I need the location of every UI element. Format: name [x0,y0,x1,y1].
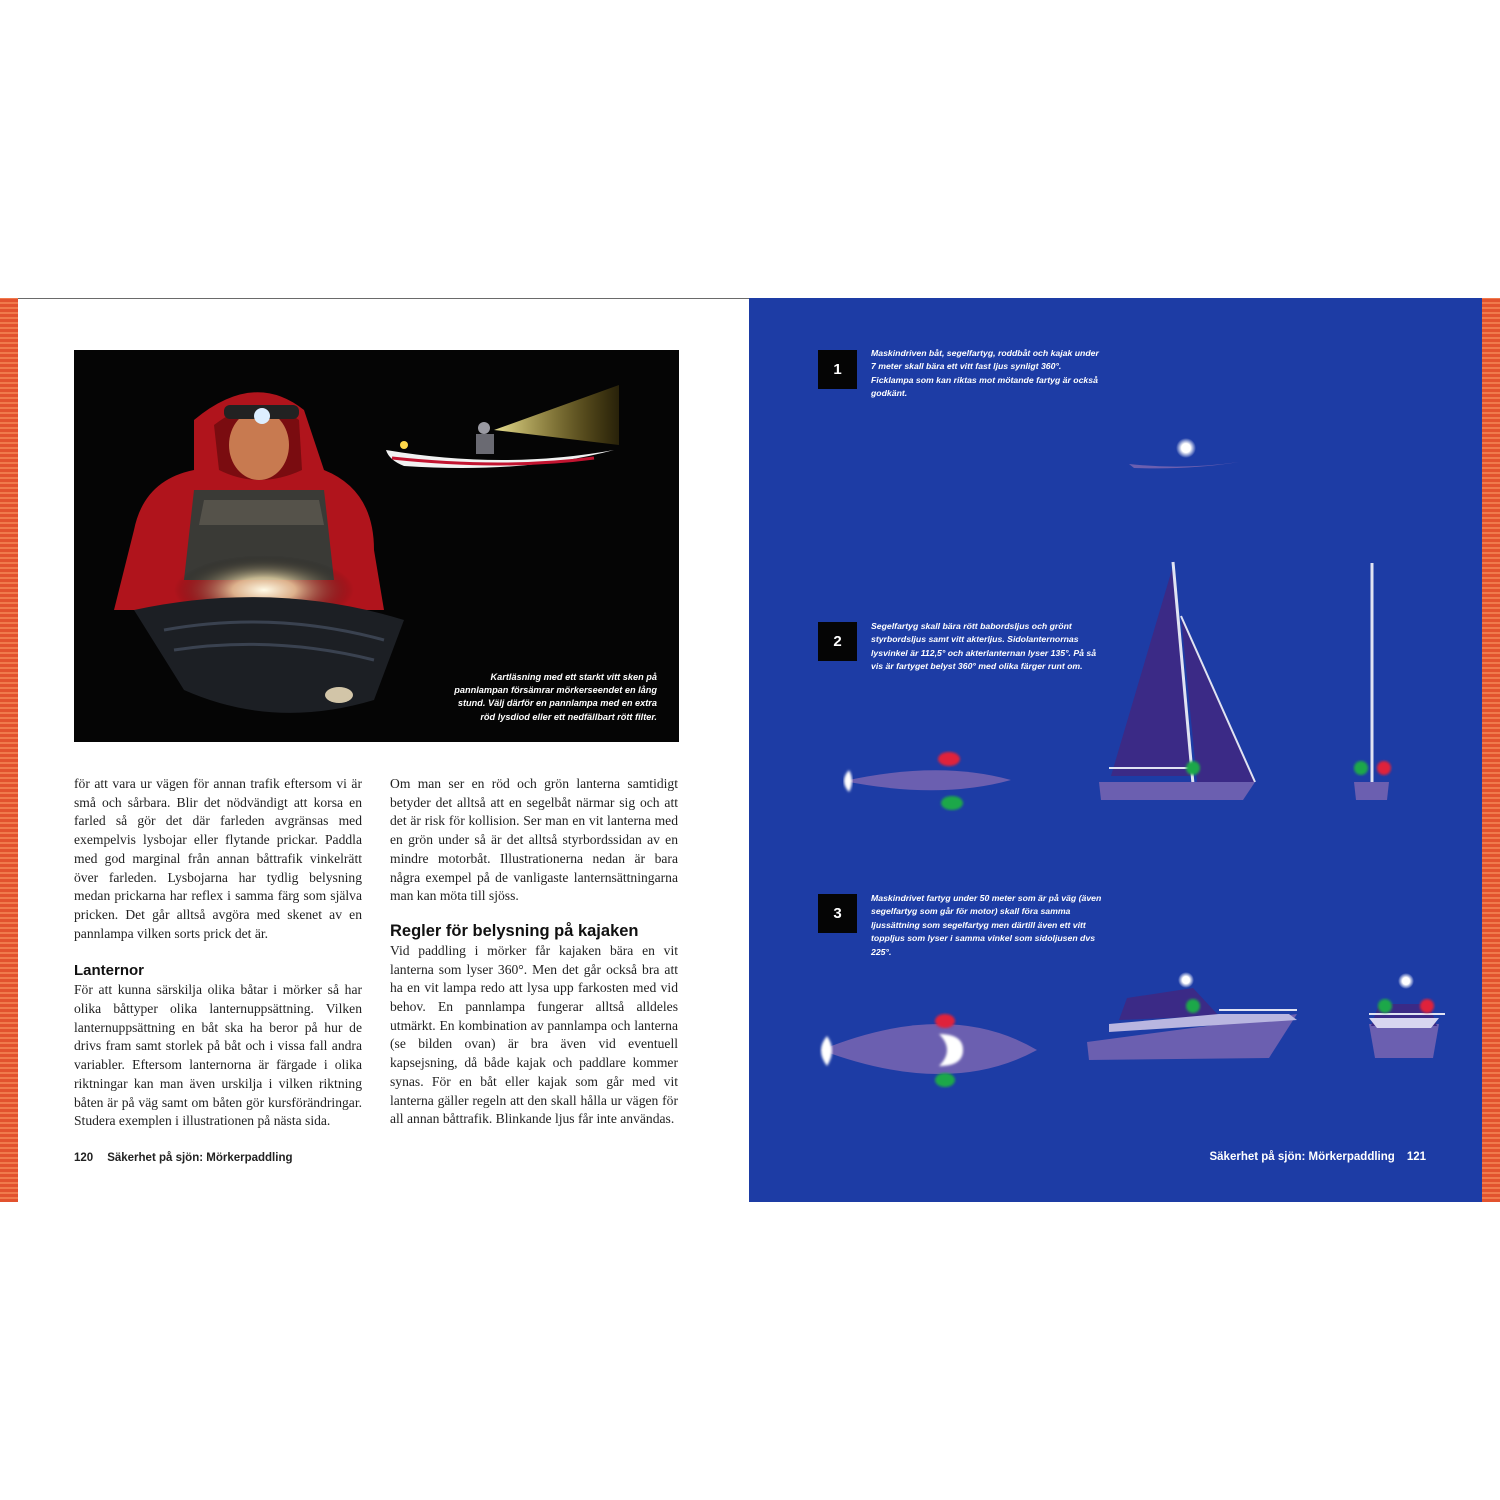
body-paragraph: Vid paddling i mörker får kajaken bära en vit lanterna som lyser 360°. Men det går också bra att ha en vit lampa redo att lysa upp farkosten med vid behov. En pannlampa fungerar alltså alldeles utmärkt. En kombination av pannlampa och lanterna (se bilden ovan) är bra även vid eventuell kapsejsning, då både kajak och paddlare kommer synas. För en båt eller kajak som går med vit lanterna gäller regeln att den skall hålla ur vägen för all annan båttrafik. Blinkande ljus får inte användas. [390,942,678,1127]
item-caption-3: Maskindrivet fartyg under 50 meter som är på väg (även segelfartyg som går för motor) skall föra samma ljussättning som segelfartyg men därtill även ett vitt toppljus som lyser i samma vinkel som sidoljusen dvs 225°. [871,893,1102,957]
left-footer [74,1152,293,1164]
sailboat-front-view [1354,563,1391,800]
page-number: 121 [1406,1151,1426,1163]
photo-caption: Kartläsning med ett starkt vitt sken på pannlampan försämrar mörkerseendet en lång stund. Välj därför en pannlampa med en extra röd lysdiod eller ett nedfällbart rött filter. [454,671,657,722]
kayak-white-light-figure [1129,438,1239,468]
body-paragraph: Om man ser en röd och grön lanterna samtidigt betyder det alltså att en segelbåt närmar sig och att det är risk för kollision. Ser man en vit lanterna med en grön under så är det alltså styrbordssidan av en mindre motorbåt. Illustrationerna nedan är bara några exempel på de vanligaste lanternsättningarna man kan möta till sjöss. [390,776,678,904]
motorboat-top-view [821,1014,1037,1087]
page-number: 120 [74,1152,94,1164]
section-heading-regler: Regler för belysning på kajaken [390,921,639,940]
sailboat-top-view [844,752,1011,810]
item-caption-2: Segelfartyg skall bära rött babordsljus och grönt styrbordsljus samt vitt akterljus. Sidolanternornas lysvinkel är 112,5° och akterlanternan lyser 135°. På så vis är fartyget belyst 360° med olika färger runt om. [871,621,1097,672]
item-number-1: 1 [818,350,857,389]
running-head: Säkerhet på sjön: Mörkerpaddling [107,1152,293,1164]
kayaker-night-photo [74,350,679,742]
item-number-3: 3 [818,894,857,933]
body-paragraph: för att vara ur vägen för annan trafik eftersom vi är små och sårbara. Blir det nödvändigt att korsa en farled så gör det där farleden avgränsas med exempelvis lysbojar eller flytande prickar. Paddla med god marginal från annan båttrafik vinkelrätt över farleden. Lysbojarna har tydlig belysning medan prickarna har reflex i samma färg som själva pricken. Det går alltså avgöra med skenet av en pannlampa vilken sorts prick det är. [74,776,362,941]
left-edge-stripe [0,298,18,1202]
text-column-2 [390,775,678,1129]
right-page [749,298,1482,1202]
running-head: Säkerhet på sjön: Mörkerpaddling [1209,1151,1395,1163]
lantern-illustrations [749,298,1482,1202]
text-column-1 [74,775,362,1131]
sailboat-side-view [1099,562,1255,800]
body-paragraph: För att kunna särskilja olika båtar i mörker så har olika båttyper olika lanternuppsättning. Vilken lanternuppsättning en båt ska ha beror på hur de drivs fram samt storlek på båt och i vissa fall andra variabler. Eftersom lanternorna är färgade i olika riktningar kan man även urskilja i vilken riktning båten är på väg samt om båten gör kursförändringar. Studera exemplen i illustrationen på nästa sida. [74,982,362,1129]
motorboat-side-view [1087,972,1297,1060]
left-page [18,298,749,1202]
item-number-2: 2 [818,622,857,661]
item-caption-1: Maskindriven båt, segelfartyg, roddbåt och kajak under 7 meter skall bära ett vitt fast ljus synligt 360°. Ficklampa som kan riktas mot mötande fartyg är också godkänt. [871,348,1099,399]
motorboat-front-view [1369,973,1445,1058]
right-edge-stripe [1482,298,1500,1202]
right-footer [1209,1151,1426,1163]
section-heading-lanternor: Lanternor [74,962,145,980]
book-spread [0,298,1500,1202]
